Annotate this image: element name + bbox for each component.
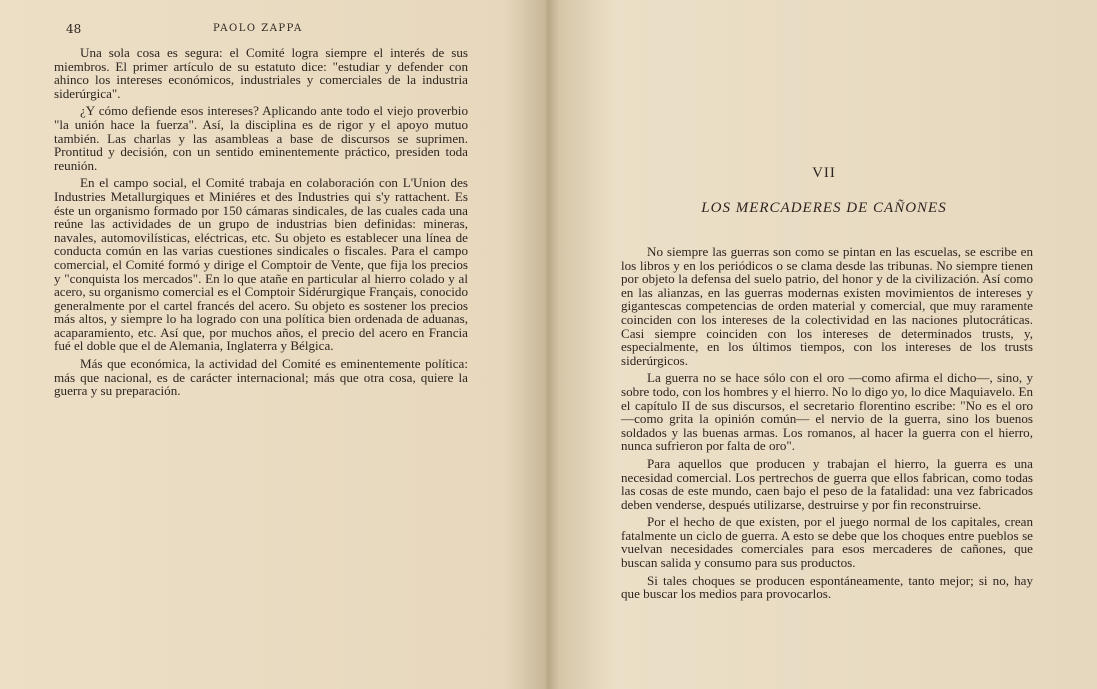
left-page (0, 0, 545, 689)
page-number: 48 (66, 22, 82, 36)
paragraph: ¿Y cómo defiende esos intereses? Aplicando ante todo el viejo proverbio "la unión hace la fuerza". Así, la disciplina es de rigor y el apoyo mutuo también. Las charlas y las asambleas a base de discursos se suprimen. Prontitud y decisión, con un sentido eminentemente práctico, presiden toda reunión. (54, 103, 468, 173)
running-head: PAOLO ZAPPA (213, 23, 303, 34)
paragraph: Si tales choques se producen espontáneamente, tanto mejor; si no, hay que buscar los medios para provocarlos. (621, 572, 1033, 602)
paragraph: Más que económica, la actividad del Comité es eminentemente política: más que nacional, es de carácter internacional; más que otra cosa, quiere la guerra y su preparación. (54, 356, 468, 399)
paragraph: No siempre las guerras son como se pintan en las escuelas, se escribe en los libros y en los periódicos o se clama desde las tribunas. No siempre tienen por objeto la defensa del suelo patrio, del honor y de la civilización. Así como en las alianzas, en las guerras modernas existen movimientos de intereses y gigantescas competencias de orden material y comercial, que muy raramente coinciden con los intereses de la colectividad en las naciones plutocráticas. Casi siempre coinciden con los intereses de determinados trusts, y, especialmente, en los últimos tiempos, con los intereses de los trusts siderúrgicos. (621, 244, 1033, 368)
right-page-body (621, 245, 1033, 605)
paragraph: En el campo social, el Comité trabaja en colaboración con L'Union des Industries Metallurgiques et Miniéres et des Industries qui s'y rattachent. Es éste un organismo formado por 150 cámaras sindicales, de las cuales cada una reúne las actividades de un grupo de industrias bien definidas: mineras, navales, automovilísticas, eléctricas, etc. Su objeto es establecer una línea de conducta común en las varias cuestiones sindicales o fiscales. Para el campo comercial, el Comité formó y dirige el Comptoir de Vente, que fija los precios y "conquista los mercados". En lo que atañe en particular al hierro colado y al acero, su organismo comercial es el Comptoir Sidérurgique Français, conocido generalmente por el cartel francés del acero. Su objeto es sostener los precios más altos, y siempre lo ha logrado con una política bien ordenada de aduanas, acaparamiento, etc. Así que, por muchos años, el precio del acero en Francia fué el doble que el de Alemania, Inglaterra y Bélgica. (54, 175, 468, 354)
chapter-number: VII (812, 165, 836, 181)
right-page (551, 0, 1097, 689)
paragraph: La guerra no se hace sólo con el oro —como afirma el dicho—, sino, y sobre todo, con los hombres y el hierro. No lo digo yo, lo dice Maquiavelo. En el capítulo II de sus discursos, el secretario florentino escribe: "No es el oro —como grita la opinión común— el nervio de la guerra, sino los buenos soldados y las buenas armas. Los romanos, al hacer la guerra con el hierro, nunca sufrieron por falta de oro". (621, 370, 1034, 454)
paragraph: Por el hecho de que existen, por el juego normal de los capitales, crean fatalmente un ciclo de guerra. A esto se debe que los choques entre pueblos se vuelvan necesidades comerciales para esos mercaderes de cañones, que buscan salida y consumo para sus productos. (621, 514, 1033, 571)
chapter-title: LOS MERCADERES DE CAÑONES (701, 200, 947, 216)
paragraph: Una sola cosa es segura: el Comité logra siempre el interés de sus miembros. El primer artículo de su estatuto dice: "estudiar y defender con ahinco los intereses económicos, industriales y comerciales de la industria siderúrgica". (54, 45, 468, 101)
left-page-body (54, 46, 468, 402)
paragraph: Para aquellos que producen y trabajan el hierro, la guerra es una necesidad comercial. Los pertrechos de guerra que ellos fabrican, como todas las cosas de este mundo, caen bajo el peso de la fatalidad: una vez fabricados deben venderse, después utilizarse, destruirse y por fin reconstruirse. (621, 455, 1033, 512)
